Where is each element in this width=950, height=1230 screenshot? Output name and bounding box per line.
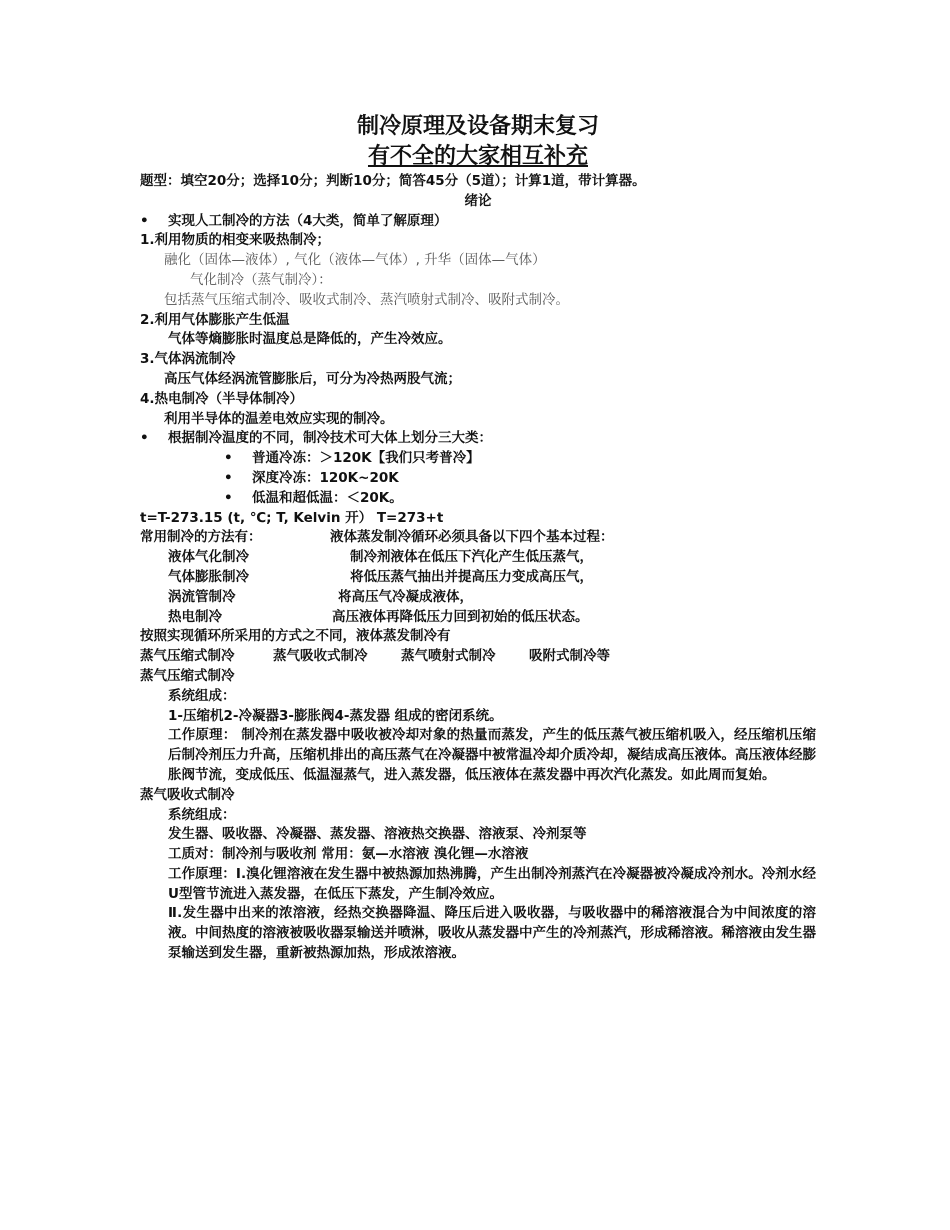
bullet-icon: • [224,489,233,506]
method-1-line-3: 包括蒸气压缩式制冷、吸收式制冷、蒸汽喷射式制冷、吸附式制冷。 [164,291,569,308]
section-heading-intro: 绪论 [464,192,492,209]
class-item: • 低温和超低温：＜20K。 [140,489,816,509]
method-3-line-1: 高压气体经涡流管膨胀后，可分为冷热两股气流； [164,370,461,387]
va-title: 蒸气吸收式制冷 [140,786,235,803]
question-types: 题型：填空20分；选择10分；判断10分；简答45分（5道）；计算1道，带计算器。 [140,173,646,189]
va-principle-2: Ⅱ.发生器中出来的浓溶液，经热交换器降温、降压后进入吸收器，与吸收器中的稀溶液混合为中间浓度的溶液。中间热度的溶液被吸收器泵输送并喷淋，吸收从蒸发器中产生的冷剂蒸汽，形成稀溶液。稀溶液由发生器泵输送到发生器，重新被热源加热，形成浓溶液。 [168,905,816,962]
vc-principle: 工作原理： 制冷剂在蒸发器中吸收被冷却对象的热量而蒸发，产生的低压蒸气被压缩机吸入，经压缩机压缩后制冷剂压力升高，压缩机排出的高压蒸气在冷凝器中被常温冷却介质冷却，凝结成高压液体。高压液体经膨胀阀节流，变成低压、低温湿蒸气，进入蒸发器，低压液体在蒸发器中再次汽化蒸发。如此周而复始。 [168,727,816,783]
bullet-methods: • 实现人工制冷的方法（4大类，简单了解原理） [140,212,816,232]
types-row: 蒸气压缩式制冷 蒸气吸收式制冷 蒸气喷射式制冷 吸附式制冷等 [140,648,610,665]
pair-row: 热电制冷 高压液体再降低压力回到初始的低压状态。 [168,608,589,625]
common-methods-label: 常用制冷的方法有： [140,529,262,546]
bullet-icon: • [140,212,149,229]
method-1-title: 1.利用物质的相变来吸热制冷； [140,232,331,249]
va-sys: 发生器、吸收器、冷凝器、蒸发器、溶液热交换器、溶液泵、冷剂泵等 [168,826,587,843]
method-1-line-1: 融化（固体—液体）, 气化（液体—气体）, 升华（固体—气体） [164,252,546,269]
by-method-line: 按照实现循环所采用的方式之不同，液体蒸发制冷有 [140,628,451,645]
va-sys-label: 系统组成： [168,806,236,823]
four-process-label: 液体蒸发制冷循环必须具备以下四个基本过程： [330,529,614,546]
bullet-icon: • [224,450,233,467]
vc-sys: 1-压缩机2-冷凝器3-膨胀阀4-蒸发器 组成的密闭系统。 [168,707,503,724]
bullet-classify: • 根据制冷温度的不同，制冷技术可大体上划分三大类： [140,429,816,449]
method-3-title: 3.气体涡流制冷 [140,351,236,368]
method-2-title: 2.利用气体膨胀产生低温 [140,311,290,328]
vc-title: 蒸气压缩式制冷 [140,667,235,684]
va-principle-1: 工作原理：Ⅰ.溴化锂溶液在发生器中被热源加热沸腾，产生出制冷剂蒸汽在冷凝器被冷凝成冷剂水。冷剂水经U型管节流进入蒸发器，在低压下蒸发，产生制冷效应。 [168,865,816,902]
pair-row: 涡流管制冷 将高压气冷凝成液体， [168,588,473,605]
bullet-icon: • [224,469,233,486]
method-4-line-1: 利用半导体的温差电效应实现的制冷。 [164,410,394,427]
bullet-icon: • [140,430,149,447]
class-item: • 深度冷冻：120K~20K [140,469,816,489]
va-pair: 工质对：制冷剂与吸收剂 常用：氨—水溶液 溴化锂—水溶液 [168,846,529,863]
pair-row: 气体膨胀制冷 将低压蒸气抽出并提高压力变成高压气， [168,568,593,585]
pair-row: 液体气化制冷 制冷剂液体在低压下汽化产生低压蒸气， [168,549,593,566]
doc-title: 制冷原理及设备期末复习 [356,114,599,139]
common-methods-row [140,528,816,548]
document-page [140,112,816,964]
doc-subtitle: 有不全的大家相互补充 [367,144,588,169]
class-item: • 普通冷冻：＞120K【我们只考普冷】 [140,449,816,469]
temp-formula: t=T-273.15 (t, ℃; T, Kelvin 开） T=273+t [140,509,444,526]
vc-sys-label: 系统组成： [168,687,236,704]
method-1-line-2: 气化制冷（蒸气制冷）： [190,271,332,288]
method-2-line-1: 气体等熵膨胀时温度总是降低的，产生冷效应。 [168,331,452,348]
method-4-title: 4.热电制冷（半导体制冷） [140,390,304,407]
